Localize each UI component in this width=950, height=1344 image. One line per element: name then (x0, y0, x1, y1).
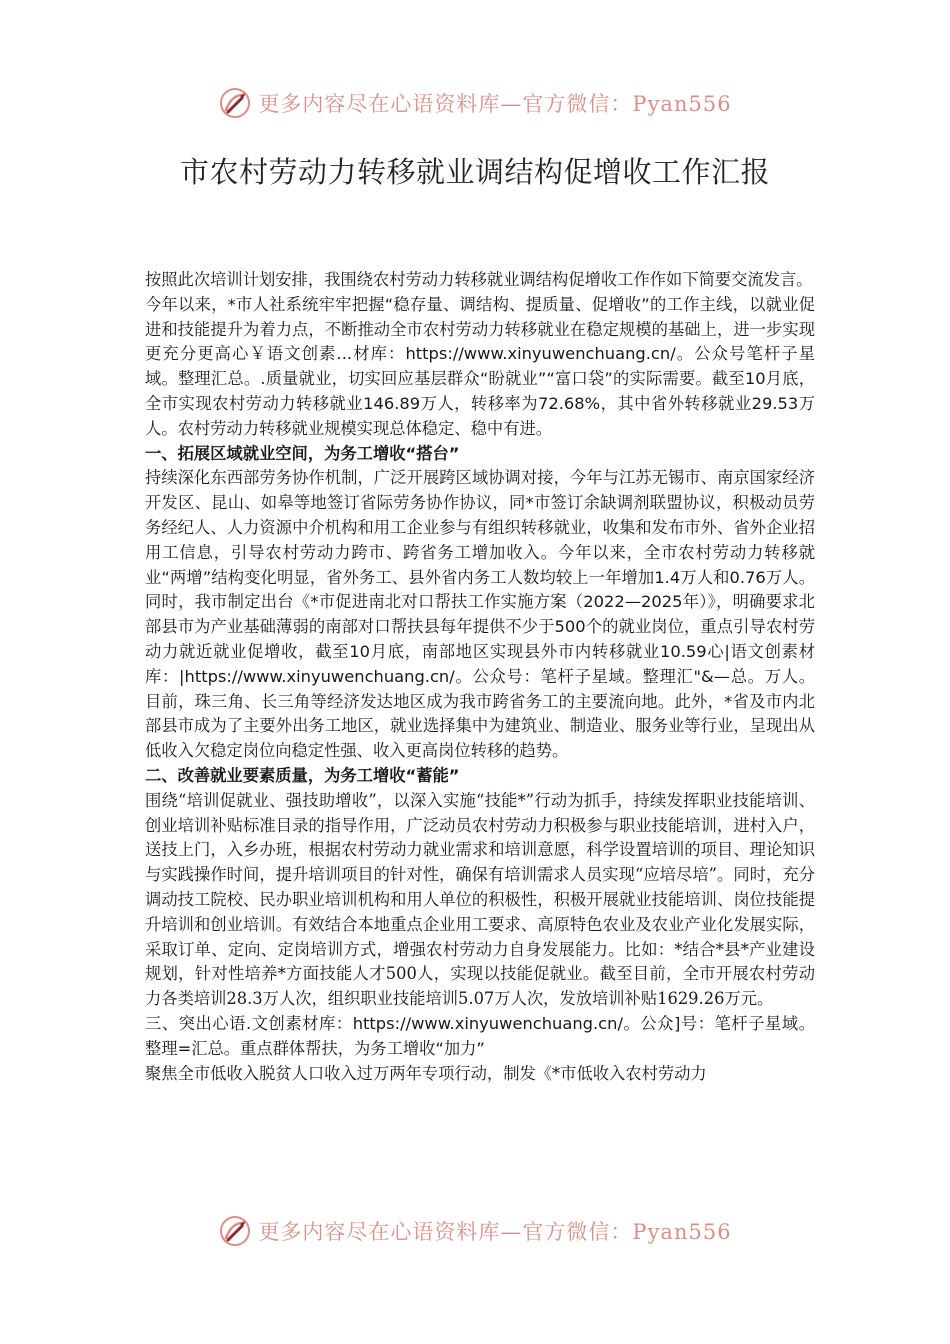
pen-circle-logo-icon (218, 1214, 252, 1248)
banner-text: 更多内容尽在心语资料库—官方微信：Pyan556 (258, 92, 732, 116)
header-watermark-banner (0, 83, 950, 123)
banner-text: 更多内容尽在心语资料库—官方微信：Pyan556 (258, 1220, 732, 1244)
document-title: 市农村劳动力转移就业调结构促增收工作汇报 (179, 155, 770, 189)
pen-circle-logo-icon (218, 86, 252, 120)
paragraph-section-2: 围绕“培训促就业、强技助增收”，以深入实施“技能*”行动为抓手，持续发挥职业技能培训、创业培训补贴标准目录的指导作用，广泛动员农村劳动力积极参与职业技能培训，进村入户，送技上门，入乡办班，根据农村劳动力就业需求和培训意愿，科学设置培训的项目、理论知识与实践操作时间，提升培训项目的针对性，确保有培训需求人员实现“应培尽培”。同时，充分调动技工院校、民办职业培训机构和用人单位的积极性，积极开展就业技能培训、岗位技能提升培训和创业培训。有效结合本地重点企业用工要求、高原特色农业及农业产业化发展实际，采取订单、定向、定岗培训方式，增强农村劳动力自身发展能力。比如：*结合*县*产业建设规划，针对性培养*方面技能人才500人，实现以技能促就业。截至目前，全市开展农村劳动力各类培训28.3万人次，组织职业技能培训5.07万人次，发放培训补贴1629.26万元。 (145, 790, 815, 1009)
paragraph-section-3: 聚焦全市低收入脱贫人口收入过万两年专项行动，制发《*市低收入农村劳动力 (145, 1063, 707, 1083)
section-heading-2: 二、改善就业要素质量，为务工增收“蓄能” (145, 765, 460, 785)
document-body (145, 268, 815, 1086)
paragraph-overview: 今年以来，*市人社系统牢牢把握“稳存量、调结构、提质量、促增收”的工作主线，以就业促进和技能提升为着力点，不断推动全市农村劳动力转移就业在稳定规模的基础上，进一步实现更充分更高心￥语文创素...材库：https://www.xinyuwenchuang.cn/。公众号笔杆子星域。整理汇总。.质量就业，切实回应基层群众“盼就业”“富口袋”的实际需要。截至10月底，全市实现农村劳动力转移就业146.89万人，转移率为72.68%，其中省外转移就业29.53万人。农村劳动力转移就业规模实现总体稳定、稳中有进。 (145, 294, 815, 438)
paragraph-section-1: 持续深化东西部劳务协作机制，广泛开展跨区域协调对接，今年与江苏无锡市、南京国家经济开发区、昆山、如皋等地签订省际劳务协作协议，同*市签订余缺调剂联盟协议，积极动员劳务经纪人、人力资源中介机构和用工企业参与有组织转移就业，收集和发布市外、省外企业招用工信息，引导农村劳动力跨市、跨省务工增加收入。今年以来，全市农村劳动力转移就业“两增”结构变化明显，省外务工、县外省内务工人数均较上一年增加1.4万人和0.76万人。同时，我市制定出台《*市促进南北对口帮扶工作实施方案（2022—2025年）》，明确要求北部县市为产业基础薄弱的南部对口帮扶县每年提供不少于500个的就业岗位，重点引导农村劳动力就近就业促增收，截至10月底，南部地区实现县外市内转移就业10.59心|语文创素材库：|https://www.xinyuwenchuang.cn/。公众号：笔杆子星域。整理汇"&—总。万人。目前，珠三角、长三角等经济发达地区成为我市跨省务工的主要流向地。此外，*省及市内北部县市成为了主要外出务工地区，就业选择集中为建筑业、制造业、服务业等行业，呈现出从低收入欠稳定岗位向稳定性强、收入更高岗位转移的趋势。 (145, 468, 815, 761)
section-heading-1: 一、拓展区域就业空间，为务工增收“搭台” (145, 443, 460, 463)
footer-watermark-banner (0, 1211, 950, 1251)
paragraph-intro: 按照此次培训计划安排，我围绕农村劳动力转移就业调结构促增收工作作如下简要交流发言。 (145, 270, 813, 289)
section-heading-3: 三、突出心语.文创素材库：https://www.xinyuwenchuang.cn/。公众]号：笔杆子星域。整理=汇总。重点群体帮扶，为务工增收“加力” (145, 1013, 815, 1058)
